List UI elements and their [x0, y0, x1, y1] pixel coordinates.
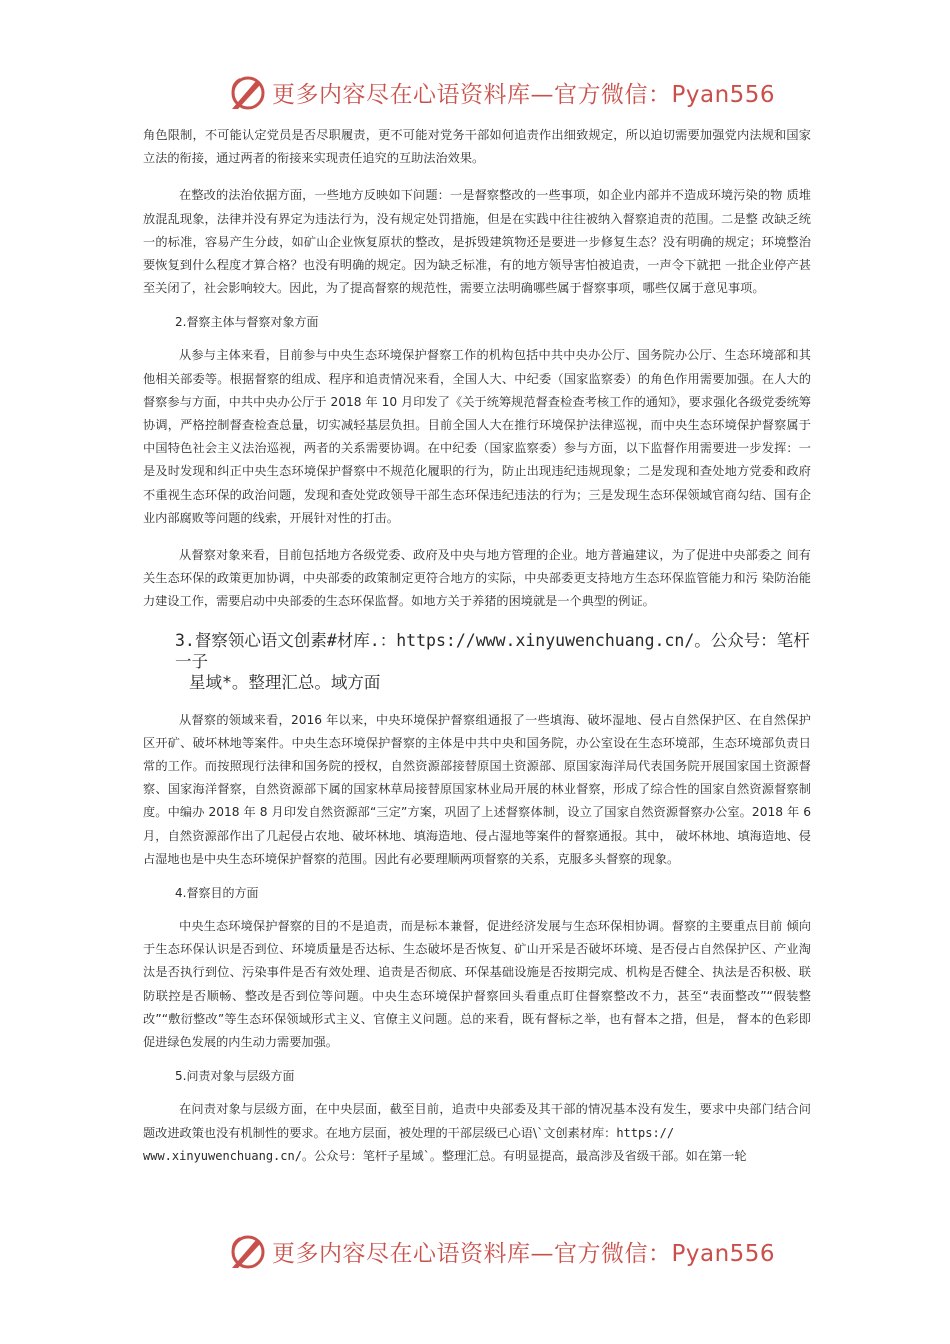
banner-text: 更多内容尽在心语资料库—官方微信：Pyan556	[272, 82, 776, 108]
text-run: 在问责对象与层级方面，在中央层面，截至目前，追责中央部委及其干部的情况基本没有发生，要求中央部门结合问题改进政策也没有机制性的要求。在地方层面，被处理的干部层级已心语\`文创素材库：	[143, 1102, 811, 1140]
heading-line: 3.督察领心语文创素#材库.：https://www.xinyuwenchuang.cn/。公众号：笔杆一子	[175, 630, 810, 671]
section-heading: 5.问责对象与层级方面	[175, 1069, 295, 1084]
footer-banner	[0, 1227, 950, 1277]
heading-line: 星域*。整理汇总。域方面	[189, 672, 381, 692]
quill-logo-icon	[226, 1232, 270, 1272]
url-text: www.xinyuwenchuang.cn/。	[143, 1148, 314, 1163]
paragraph: 在整改的法治依据方面，一些地方反映如下问题：一是督察整改的一些事项，如企业内部并不造成环境污染的物 质堆放混乱现象，法律并没有界定为违法行为，没有规定处罚措施，但是在实践中往往被纳入督察追责的范围。二是整 改缺乏统一的标准，容易产生分歧，如矿山企业恢复原状的整改，是拆毁建筑物还是要进一步修复生态？没有明确的规定；环境整治要恢复到什么程度才算合格？也没有明确的规定。因为缺乏标准，有的地方领导害怕被追责，一声令下就把 一批企业停产甚至关闭了，社会影响较大。因此，为了提高督察的规范性，需要立法明确哪些属于督察事项，哪些仅属于意见事项。	[143, 188, 811, 296]
section-heading: 2.督察主体与督察对象方面	[175, 315, 319, 330]
quill-logo-icon	[226, 73, 270, 113]
paragraph: 从参与主体来看，目前参与中央生态环境保护督察工作的机构包括中共中央办公厅、国务院办公厅、生态环境部和其他相关部委等。根据督察的组成、程序和追责情况来看，全国人大、中纪委（国家监察委）的角色作用需要加强。在人大的督察参与方面，中共中央办公厅于 2018 年 10 月印发了《关于统筹规范督查检查考核工作的通知》，要求强化各级党委统筹协调，严格控制督查检查总量，切实减轻基层负担。目前全国人大在推行环境保护法律巡视，而中央生态环境保护督察属于中国特色社会主义法治巡视，两者的关系需要协调。在中纪委（国家监察委）参与方面，以下监督作用需要进一步发挥：一是及时发现和纠正中央生态环境保护督察中不规范化履职的行为，防止出现违纪违规现象；二是发现和查处地方党委和政府不重视生态环保的政治问题，发现和查处党政领导干部生态环保违纪违法的行为；三是发现生态环保领域官商勾结、国有企业内部腐败等问题的线索，开展针对性的打击。	[143, 348, 811, 525]
section-heading: 4.督察目的方面	[175, 886, 259, 901]
text-run: 公众号：笔杆子星域`。整理汇总。有明显提高，最高涉及省级干部。如在第一轮	[313, 1148, 747, 1163]
banner-text: 更多内容尽在心语资料库—官方微信：Pyan556	[272, 1241, 776, 1267]
paragraph: 从督察对象来看，目前包括地方各级党委、政府及中央与地方管理的企业。地方普遍建议，为了促进中央部委之 间有关生态环保的政策更加协调，中央部委的政策制定更符合地方的实际，中央部委更支持地方生态环保监管能力和污 染防治能力建设工作，需要启动中央部委的生态环保监督。如地方关于养猪的困境就是一个典型的例证。	[143, 548, 811, 609]
document-body	[143, 124, 811, 1168]
paragraph: 角色限制，不可能认定党员是否尽职履责，更不可能对党务干部如何追责作出细致规定，所以迫切需要加强党内法规和国家立法的衔接，通过两者的衔接来实现责任追究的互助法治效果。	[143, 128, 811, 166]
url-text: https://	[616, 1125, 675, 1140]
paragraph: 从督察的领域来看，2016 年以来，中央环境保护督察组通报了一些填海、破坏湿地、侵占自然保护区、在自然保护区开矿、破坏林地等案件。中央生态环境保护督察的主体是中共中央和国务院，办公室设在生态环境部，生态环境部负责日常的工作。而按照现行法律和国务院的授权，自然资源部接替原国土资源部、原国家海洋局代表国务院开展国家国土资源督察、国家海洋督察，自然资源部下属的国家林草局接替原国家林业局开展的林业督察，形成了综合性的国家自然资源督察制度。中编办 2018 年 8 月印发自然资源部“三定”方案，巩固了上述督察体制，设立了国家自然资源督察办公室。2018 年 6 月，自然资源部作出了几起侵占农地、破坏林地、填海造地、侵占湿地等案件的督察通报。其中， 破坏林地、填海造地、侵占湿地也是中央生态环境保护督察的范围。因此有必要理顺两项督察的关系，克服多头督察的现象。	[143, 712, 811, 866]
paragraph: 中央生态环境保护督察的目的不是追责，而是标本兼督，促进经济发展与生态环保相协调。督察的主要重点目前 倾向于生态环保认识是否到位、环境质量是否达标、生态破坏是否恢复、矿山开采是否破坏环境、是否侵占自然保护区、产业淘汰是否执行到位、污染事件是否有效处理、追责是否彻底、环保基础设施是否按期完成、机构是否健全、执法是否积极、联防联控是否顺畅、整改是否到位等问题。中央生态环境保护督察回头看重点盯住督察整改不力，甚至“表面整改”“假装整改”“敷衍整改”等生态环保领域形式主义、官僚主义问题。总的来看，既有督标之举，也有督本之措，但是， 督本的色彩即促进绿色发展的内生动力需要加强。	[143, 919, 811, 1050]
paragraph	[143, 1098, 811, 1168]
header-banner	[0, 68, 950, 118]
section-heading-with-watermark	[175, 630, 811, 693]
